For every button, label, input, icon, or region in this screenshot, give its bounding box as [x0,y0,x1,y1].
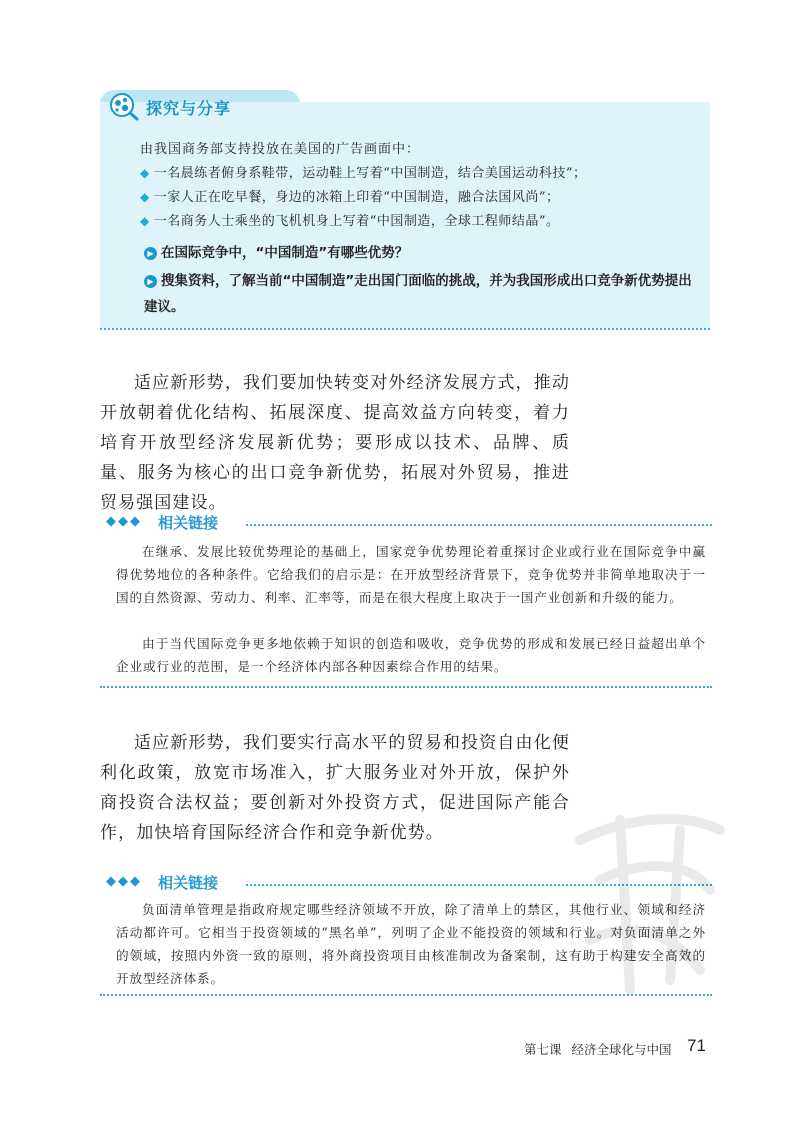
scene-item: ◆ 一名晨练者俯身系鞋带，运动鞋上写着“中国制造，结合美国运动科技”； [140,166,587,181]
scene-item: ◆ 一家人正在吃早餐，身边的冰箱上印着“中国制造，融合法国风尚”； [140,190,560,205]
play-arrow-icon: ▶ [144,275,157,288]
related-link-header [100,512,712,536]
watermark-decoration [560,800,730,1000]
explore-share-box [100,90,710,330]
lesson-title: 经济全球化与中国 [571,1042,672,1057]
page-number: 71 [687,1036,706,1055]
page-footer [524,1040,672,1058]
explore-magnifier-icon [108,91,140,121]
question-item: ▶ 搜集资料，了解当前“中国制造”走出国门面临的挑战，并为我国形成出口竞争新优势提出建议。 [144,273,692,315]
explore-title: 探究与分享 [146,99,232,118]
diamond-icons: ◆◆◆ [106,874,142,889]
lesson-label: 第七课 [524,1042,562,1057]
scene-item: ◆ 一名商务人士乘坐的飞机机身上写着“中国制造，全球工程师结晶”。 [140,214,560,229]
diamond-icons: ◆◆◆ [106,514,142,529]
diamond-bullet-icon: ◆ [140,214,150,228]
question-item: ▶ 在国际竞争中，“中国制造”有哪些优势？ [144,240,699,266]
explore-intro: 由我国商务部支持投放在美国的广告画面中： [140,142,421,157]
explore-divider [100,328,710,330]
related-link-text: 由于当代国际竞争更多地依赖于知识的创造和吸收，竞争优势的形成和发展已经日益超出单个企业或行业的范围，是一个经济体内部各种因素综合作用的结果。 [116,636,706,674]
diamond-bullet-icon: ◆ [140,190,150,204]
related-link-bottom-divider [100,686,712,688]
body-paragraph: 适应新形势，我们要加快转变对外经济发展方式，推动开放朝着优化结构、拓展深度、提高效益方向转变，着力培育开放型经济发展新优势；要形成以技术、品牌、质量、服务为核心的出口竞争新优势，拓展对外贸易，推进贸易强国建设。 [100,373,570,513]
related-link-title: 相关链接 [158,874,219,892]
diamond-bullet-icon: ◆ [140,166,150,180]
play-arrow-icon: ▶ [144,247,157,260]
body-paragraph: 适应新形势，我们要实行高水平的贸易和投资自由化便利化政策，放宽市场准入，扩大服务业对外开放，保护外商投资合法权益；要创新对外投资方式，促进国际产能合作，加快培育国际经济合作和竞争新优势。 [100,733,570,843]
related-link-title: 相关链接 [158,514,219,532]
related-link-text: 在继承、发展比较优势理论的基础上，国家竞争优势理论着重探讨企业或行业在国际竞争中赢得优势地位的各种条件。它给我们的启示是：在开放型经济背景下，竞争优势并非简单地取决于一国的自然资源、劳动力、利率、汇率等，而是在很大程度上取决于一国产业创新和升级的能力。 [116,544,706,605]
dotted-divider [246,524,712,526]
related-link-text: 负面清单管理是指政府规定哪些经济领域不开放，除了清单上的禁区，其他行业、领域和经济活动都许可。它相当于投资领域的“黑名单”，列明了企业不能投资的领域和行业。对负面清单之外的领域，按照内外资一致的原则，将外商投资项目由核准制改为备案制，这有助于构建安全高效的开放型经济体系。 [116,902,706,986]
